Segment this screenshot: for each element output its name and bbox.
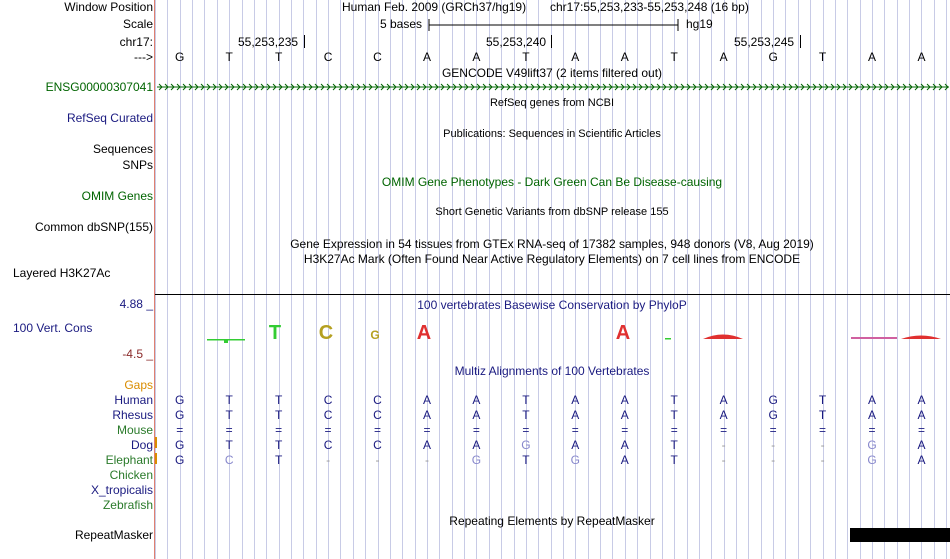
alignment-base: A xyxy=(620,408,629,422)
scale-db: hg19 xyxy=(686,17,713,31)
alignment-base: A xyxy=(917,453,926,467)
alignment-base: T xyxy=(670,438,678,452)
base-letter: A xyxy=(917,50,926,64)
alignment-base: - xyxy=(424,453,429,467)
alignment-base: T xyxy=(522,453,530,467)
base-letter: G xyxy=(768,50,778,64)
label-refseq[interactable]: RefSeq Curated xyxy=(66,111,153,125)
svg-text:G: G xyxy=(370,328,380,342)
alignment-base: G xyxy=(867,453,877,467)
cons-max-label: 4.88 _ xyxy=(119,297,153,311)
alignment-base: A xyxy=(472,438,481,452)
alignment-base: = xyxy=(423,423,431,437)
alignment-base: A xyxy=(917,438,926,452)
alignment-base: = xyxy=(621,423,629,437)
alignment-base: = xyxy=(720,423,728,437)
gap-marker-elephant xyxy=(155,453,157,464)
omim-title: OMIM Gene Phenotypes - Dark Green Can Be Disease-causing xyxy=(381,175,723,189)
alignment-base: T xyxy=(818,408,827,422)
alignment-base: G xyxy=(570,453,580,467)
alignment-base: C xyxy=(373,393,382,407)
species-label[interactable]: Elephant xyxy=(105,453,153,467)
h3k27ac-title: H3K27Ac Mark (Often Found Near Active Regulatory Elements) on 7 cell lines from ENCODE xyxy=(303,252,801,266)
alignment-base: = xyxy=(522,423,530,437)
species-label[interactable]: Mouse xyxy=(116,423,153,437)
label-repeatmasker[interactable]: RepeatMasker xyxy=(74,528,153,542)
alignment-base: = xyxy=(225,423,233,437)
scale-bar xyxy=(428,17,680,33)
ruler-tick-2 xyxy=(551,35,552,48)
alignment-base: T xyxy=(522,408,530,422)
alignment-base: - xyxy=(820,453,825,467)
conservation-logo[interactable] xyxy=(155,318,950,348)
alignment-base: A xyxy=(571,393,580,407)
alignment-base: A xyxy=(868,408,877,422)
species-label[interactable]: X_tropicalis xyxy=(90,483,153,497)
alignment-base: A xyxy=(719,393,728,407)
label-cons[interactable]: 100 Vert. Cons xyxy=(13,321,93,335)
base-letter: C xyxy=(373,50,382,64)
alignment-base: - xyxy=(771,453,776,467)
alignment-base: G xyxy=(521,438,531,452)
assembly-title: Human Feb. 2009 (GRCh37/hg19) xyxy=(342,0,527,14)
label-h3k27ac[interactable]: Layered H3K27Ac xyxy=(13,266,111,280)
alignment-base: = xyxy=(275,423,283,437)
repeat-element-block[interactable] xyxy=(850,528,950,542)
svg-text:A: A xyxy=(416,322,432,344)
alignment-base: - xyxy=(771,438,776,452)
alignment-base: - xyxy=(820,438,825,452)
alignment-base: G xyxy=(768,408,778,422)
multiz-title: Multiz Alignments of 100 Vertebrates xyxy=(454,364,650,378)
gtex-title: Gene Expression in 54 tissues from GTEx RNA-seq of 17382 samples, 948 donors (V8, Aug 2019) xyxy=(290,237,814,251)
ruler-label-2: 55,253,240 xyxy=(486,35,547,49)
alignment-base: T xyxy=(274,408,283,422)
cons-top-rule xyxy=(155,294,950,295)
alignment-base: C xyxy=(323,408,333,422)
alignment-base: A xyxy=(422,438,431,452)
svg-text:C: C xyxy=(318,322,334,344)
gap-marker-dog xyxy=(155,437,157,448)
alignment-base: - xyxy=(721,438,726,452)
alignment-base: T xyxy=(670,408,678,422)
alignment-base: A xyxy=(620,438,629,452)
alignment-base: A xyxy=(422,408,431,422)
label-chrom: chr17: xyxy=(119,35,153,49)
base-letter: A xyxy=(472,50,481,64)
alignment-base: C xyxy=(373,408,382,422)
label-gene[interactable]: ENSG00000307041 xyxy=(45,80,153,94)
base-letter: G xyxy=(175,50,185,64)
alignment-base: C xyxy=(373,438,382,452)
alignment-base: T xyxy=(225,438,233,452)
alignment-base: A xyxy=(719,408,728,422)
alignment-base: A xyxy=(571,408,580,422)
alignment-base: G xyxy=(867,438,877,452)
alignment-base: T xyxy=(670,453,678,467)
alignment-base: G xyxy=(175,453,185,467)
refseq-title: RefSeq genes from NCBI xyxy=(489,97,615,109)
alignment-base: T xyxy=(522,393,530,407)
alignment-base: A xyxy=(472,393,481,407)
alignment-base: = xyxy=(917,423,925,437)
alignment-base: G xyxy=(175,393,185,407)
alignment-base: - xyxy=(375,453,380,467)
alignment-base: C xyxy=(323,438,333,452)
base-letter: A xyxy=(868,50,877,64)
base-letter: T xyxy=(670,50,678,64)
alignment-base: T xyxy=(274,393,283,407)
alignment-base: = xyxy=(868,423,876,437)
species-label[interactable]: Dog xyxy=(130,438,153,452)
alignment-base: G xyxy=(175,408,185,422)
base-letter: C xyxy=(323,50,333,64)
label-sequences[interactable]: Sequences xyxy=(92,142,153,156)
label-window-position: Window Position xyxy=(64,0,153,14)
base-letter: A xyxy=(620,50,629,64)
svg-text:T: T xyxy=(268,322,282,344)
phylop-title: 100 vertebrates Basewise Conservation by PhyloP xyxy=(417,298,687,312)
alignment-base: G xyxy=(471,453,482,467)
alignment-base: A xyxy=(620,453,629,467)
base-letter: T xyxy=(225,50,233,64)
alignment-base: = xyxy=(324,423,332,437)
alignment-base: T xyxy=(274,453,283,467)
alignment-base: A xyxy=(868,393,877,407)
species-label[interactable]: Chicken xyxy=(109,468,153,482)
alignment-base: - xyxy=(326,453,331,467)
species-label[interactable]: Rhesus xyxy=(112,408,153,422)
alignment-base: C xyxy=(323,393,333,407)
alignment-base: = xyxy=(176,423,184,437)
alignment-base: T xyxy=(818,393,827,407)
label-divider[interactable] xyxy=(154,0,155,559)
alignment-base: A xyxy=(571,438,580,452)
base-letter: T xyxy=(522,50,530,64)
alignment-base: T xyxy=(670,393,678,407)
cons-min-label: -4.5 _ xyxy=(122,347,153,361)
alignment-base: = xyxy=(374,423,382,437)
base-letter: A xyxy=(571,50,580,64)
species-label[interactable]: Zebrafish xyxy=(102,498,153,512)
label-omim[interactable]: OMIM Genes xyxy=(81,189,153,203)
alignment-base: = xyxy=(819,423,827,437)
alignment-base: A xyxy=(422,393,431,407)
ruler-label-3: 55,253,245 xyxy=(734,35,795,49)
alignment-base: G xyxy=(768,393,778,407)
label-dbsnp[interactable]: Common dbSNP(155) xyxy=(34,220,153,234)
repeatmasker-title: Repeating Elements by RepeatMasker xyxy=(449,514,655,528)
ruler-tick-1 xyxy=(304,35,305,48)
position-title: chr17:55,253,233-55,253,248 (16 bp) xyxy=(550,0,749,14)
label-arrow: ---> xyxy=(134,50,153,64)
gene-feature-line[interactable] xyxy=(157,81,949,93)
alignment-base: = xyxy=(571,423,579,437)
scale-text: 5 bases xyxy=(380,17,423,31)
alignment-base: A xyxy=(917,408,926,422)
ruler-tick-3 xyxy=(800,35,801,48)
base-letter: A xyxy=(422,50,431,64)
alignment-base: T xyxy=(225,393,233,407)
dbsnp-title: Short Genetic Variants from dbSNP release 155 xyxy=(435,206,669,218)
ruler-label-1: 55,253,235 xyxy=(238,35,299,49)
base-letter: A xyxy=(719,50,728,64)
label-snps[interactable]: SNPs xyxy=(122,158,153,172)
alignment-base: A xyxy=(917,393,926,407)
base-letter: T xyxy=(818,50,827,64)
alignment-base: C xyxy=(224,453,234,467)
alignment-base: - xyxy=(721,453,726,467)
svg-text:A: A xyxy=(615,322,631,344)
alignment-base: = xyxy=(769,423,777,437)
label-gaps[interactable]: Gaps xyxy=(124,378,153,392)
alignment-base: T xyxy=(274,438,283,452)
gencode-title: GENCODE V49lift37 (2 items filtered out) xyxy=(441,66,663,80)
label-scale: Scale xyxy=(122,17,153,31)
alignment-base: T xyxy=(225,408,233,422)
alignment-base: G xyxy=(175,438,185,452)
species-label[interactable]: Human xyxy=(114,393,153,407)
base-letter: T xyxy=(274,50,283,64)
alignment-base: = xyxy=(472,423,480,437)
alignment-base: A xyxy=(620,393,629,407)
alignment-base: A xyxy=(472,408,481,422)
publications-title: Publications: Sequences in Scientific Articles xyxy=(443,128,661,140)
alignment-base: = xyxy=(670,423,678,437)
